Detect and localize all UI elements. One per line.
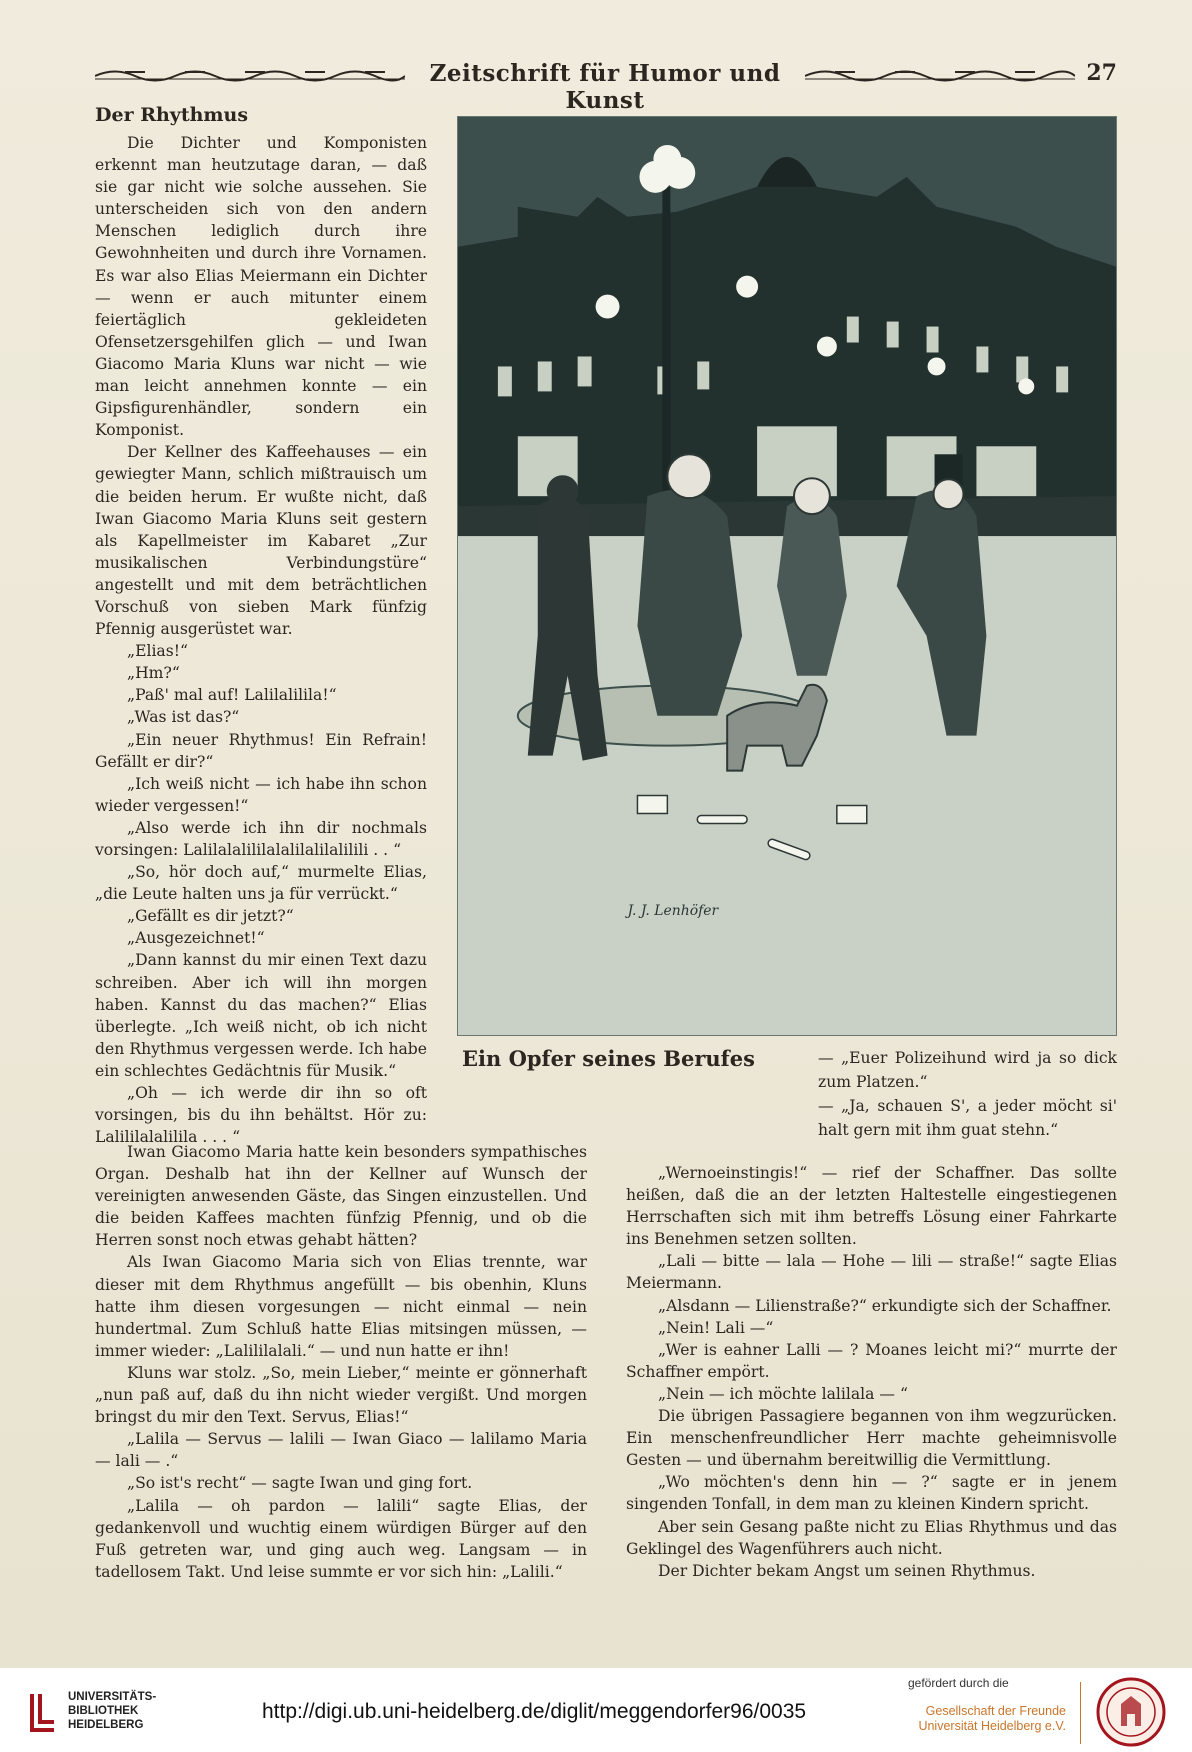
- illustration-street-scene: [457, 116, 1117, 1036]
- article-column-bottom-right: [626, 1162, 1117, 1582]
- digitization-footer: [0, 1668, 1192, 1752]
- magazine-title: Zeitschrift für Humor und Kunst: [429, 60, 781, 114]
- paragraph: Der Dichter bekam Angst um seinen Rhythmus.: [658, 1561, 1036, 1580]
- article-column-left: [95, 132, 427, 1148]
- footer-divider: [1080, 1682, 1081, 1744]
- paragraph: „Also werde ich ihn dir nochmals vorsingen: Lalilalalililalalilalilalilili . . “: [95, 818, 427, 859]
- source-url-link[interactable]: http://digi.ub.uni-heidelberg.de/diglit/meggendorfer96/0035: [262, 1700, 807, 1723]
- paragraph: Der Kellner des Kaffeehauses — ein gewiegter Mann, schlich mißtrauisch um die beiden herum. Er wußte nicht, daß Iwan Giacomo Maria Kluns seit gestern als Kapellmeister im Kabaret „Zur musikalischen Verbindungstüre“ angestellt und mit dem beträchtlichen Vorschuß von sieben Mark fünfzig Pfennig ausgerüstet war.: [95, 443, 427, 639]
- header-ornament-right: [805, 67, 1075, 85]
- paragraph: „Lalila — oh pardon — lalili“ sagte Elias, der gedankenvoll und wuchtig einem würdigen Bürger auf den Fuß getreten war, und ging auch weg. Langsam — in tadellosem Takt. Und leise summte er vor sich hin: „Lalili.“: [95, 1496, 587, 1581]
- paragraph: Iwan Giacomo Maria hatte kein besonders sympathisches Organ. Deshalb hat ihn der Kellner auf Wunsch der vereinigten anwesenden Gäste, das Singen einzustellen. Und die beiden Kaffees machten fünfzig Pfennig, und ob die Herren sonst noch etwas gehabt hätten?: [95, 1143, 587, 1250]
- paragraph: „Gefällt es dir jetzt?“: [127, 907, 294, 926]
- article-title: Der Rhythmus: [95, 104, 249, 126]
- library-logo-icon: [28, 1690, 58, 1734]
- header-ornament-left: [95, 67, 405, 85]
- paragraph: Aber sein Gesang paßte nicht zu Elias Rhythmus und das Geklingel des Wagenführers auch nicht.: [626, 1517, 1117, 1558]
- paragraph: „Was ist das?“: [127, 708, 240, 727]
- article-column-bottom-left: [95, 1141, 587, 1583]
- paragraph: „Ein neuer Rhythmus! Ein Refrain! Gefällt er dir?“: [95, 730, 427, 771]
- dialog-line: — „Euer Polizeihund wird ja so dick zum Platzen.“: [818, 1049, 1117, 1091]
- paragraph: „Alsdann — Lilienstraße?“ erkundigte sich der Schaffner.: [658, 1296, 1112, 1315]
- paragraph: „Nein — ich möchte lalilala — “: [658, 1384, 908, 1403]
- paragraph: „Ausgezeichnet!“: [127, 929, 265, 948]
- caption-dialog: [818, 1046, 1117, 1142]
- university-seal-icon: [1094, 1676, 1168, 1748]
- paragraph: „Lalila — Servus — lalili — Iwan Giaco — lalilamo Maria — lali — .“: [95, 1430, 587, 1471]
- page-header: [95, 58, 1117, 114]
- paragraph: „Lali — bitte — lala — Hohe — lili — straße!“ sagte Elias Meiermann.: [626, 1252, 1117, 1293]
- paragraph: „Elias!“: [127, 642, 188, 661]
- paragraph: „Oh — ich werde dir ihn so oft vorsingen, bis du ihn behältst. Hör zu: Lalililalalilila . . . “: [95, 1084, 427, 1147]
- paragraph: „Paß' mal auf! Lalilalilila!“: [127, 686, 337, 705]
- paragraph: „Wer is eahner Lalli — ? Moanes leicht mi?“ murrte der Schaffner empört.: [626, 1340, 1117, 1381]
- library-name: UNIVERSITÄTS- BIBLIOTHEK HEIDELBERG: [68, 1691, 157, 1731]
- paragraph: „So ist's recht“ — sagte Iwan und ging fort.: [127, 1474, 473, 1493]
- funder-name: Gesellschaft der Freunde Universität Heidelberg e.V.: [918, 1704, 1066, 1733]
- dialog-line: — „Ja, schauen S', a jeder möcht si' halt gern mit ihm guat stehn.“: [818, 1097, 1117, 1139]
- illustration-drawing: [458, 117, 1116, 1035]
- page-number: 27: [1086, 60, 1117, 86]
- illustration-caption: Ein Opfer seines Berufes: [462, 1046, 755, 1071]
- paragraph: „Dann kannst du mir einen Text dazu schreiben. Aber ich will ihn morgen haben. Kannst du das machen?“ Elias überlegte. „Ich weiß nicht, ob ich nicht den Rhythmus vergessen werde. Ich habe ein schlechtes Gedächtnis für Musik.“: [95, 951, 427, 1080]
- paragraph: Kluns war stolz. „So, mein Lieber,“ meinte er gönnerhaft „nun paß auf, daß du ihn nicht wieder vergißt. Und morgen bringst du mir den Text. Servus, Elias!“: [95, 1363, 587, 1427]
- paragraph: „Ich weiß nicht — ich habe ihn schon wieder vergessen!“: [95, 774, 427, 815]
- paragraph: Als Iwan Giacomo Maria sich von Elias trennte, war dieser mit dem Rhythmus angefüllt — bis obenhin, Kluns hatte ihm diesen vorgesungen — nicht einmal — nein hundertmal. Zum Schluß hatte Elias mitsingen müssen, — immer wieder: „Lalililalali.“ — und nun hatte er ihn!: [95, 1253, 587, 1360]
- illustration-signature: J. J. Lenhöfer: [627, 903, 719, 920]
- funded-label: gefördert durch die: [908, 1676, 1009, 1690]
- paragraph: Die übrigen Passagiere begannen von ihm wegzurücken. Ein menschenfreundlicher Herr machte geheimnisvolle Gesten — und übernahm bereitwillig die Vermittlung.: [626, 1407, 1117, 1470]
- paragraph: Die Dichter und Komponisten erkennt man heutzutage daran, — daß sie gar nicht wie solche aussehen. Sie unterscheiden sich von den andern Menschen lediglich durch ihre Gewohnheiten und durch ihre Vornamen. Es war also Elias Meiermann ein Dichter — wenn er auch mitunter einem feiertäglich gekleideten Ofensetzersgehilfen glich — und Iwan Giacomo Maria Kluns war nicht — wie man leicht annehmen konnte — ein Gipsfigurenhändler, sondern ein Komponist.: [95, 134, 427, 440]
- paragraph: „Wernoeinstingis!“ — rief der Schaffner. Das sollte heißen, daß die an der letzten Haltestelle eingestiegenen Herrschaften sich mit ihm betreffs Lösung einer Fahrkarte ins Benehmen setzen sollten.: [626, 1164, 1117, 1249]
- paragraph: „Wo möchten's denn hin — ?“ sagte er in jenem singenden Tonfall, in dem man zu kleinen Kindern spricht.: [626, 1473, 1117, 1514]
- paragraph: „Nein! Lali —“: [658, 1318, 774, 1337]
- paragraph: „Hm?“: [127, 664, 180, 683]
- paragraph: „So, hör doch auf,“ murmelte Elias, „die Leute halten uns ja für verrückt.“: [95, 863, 427, 904]
